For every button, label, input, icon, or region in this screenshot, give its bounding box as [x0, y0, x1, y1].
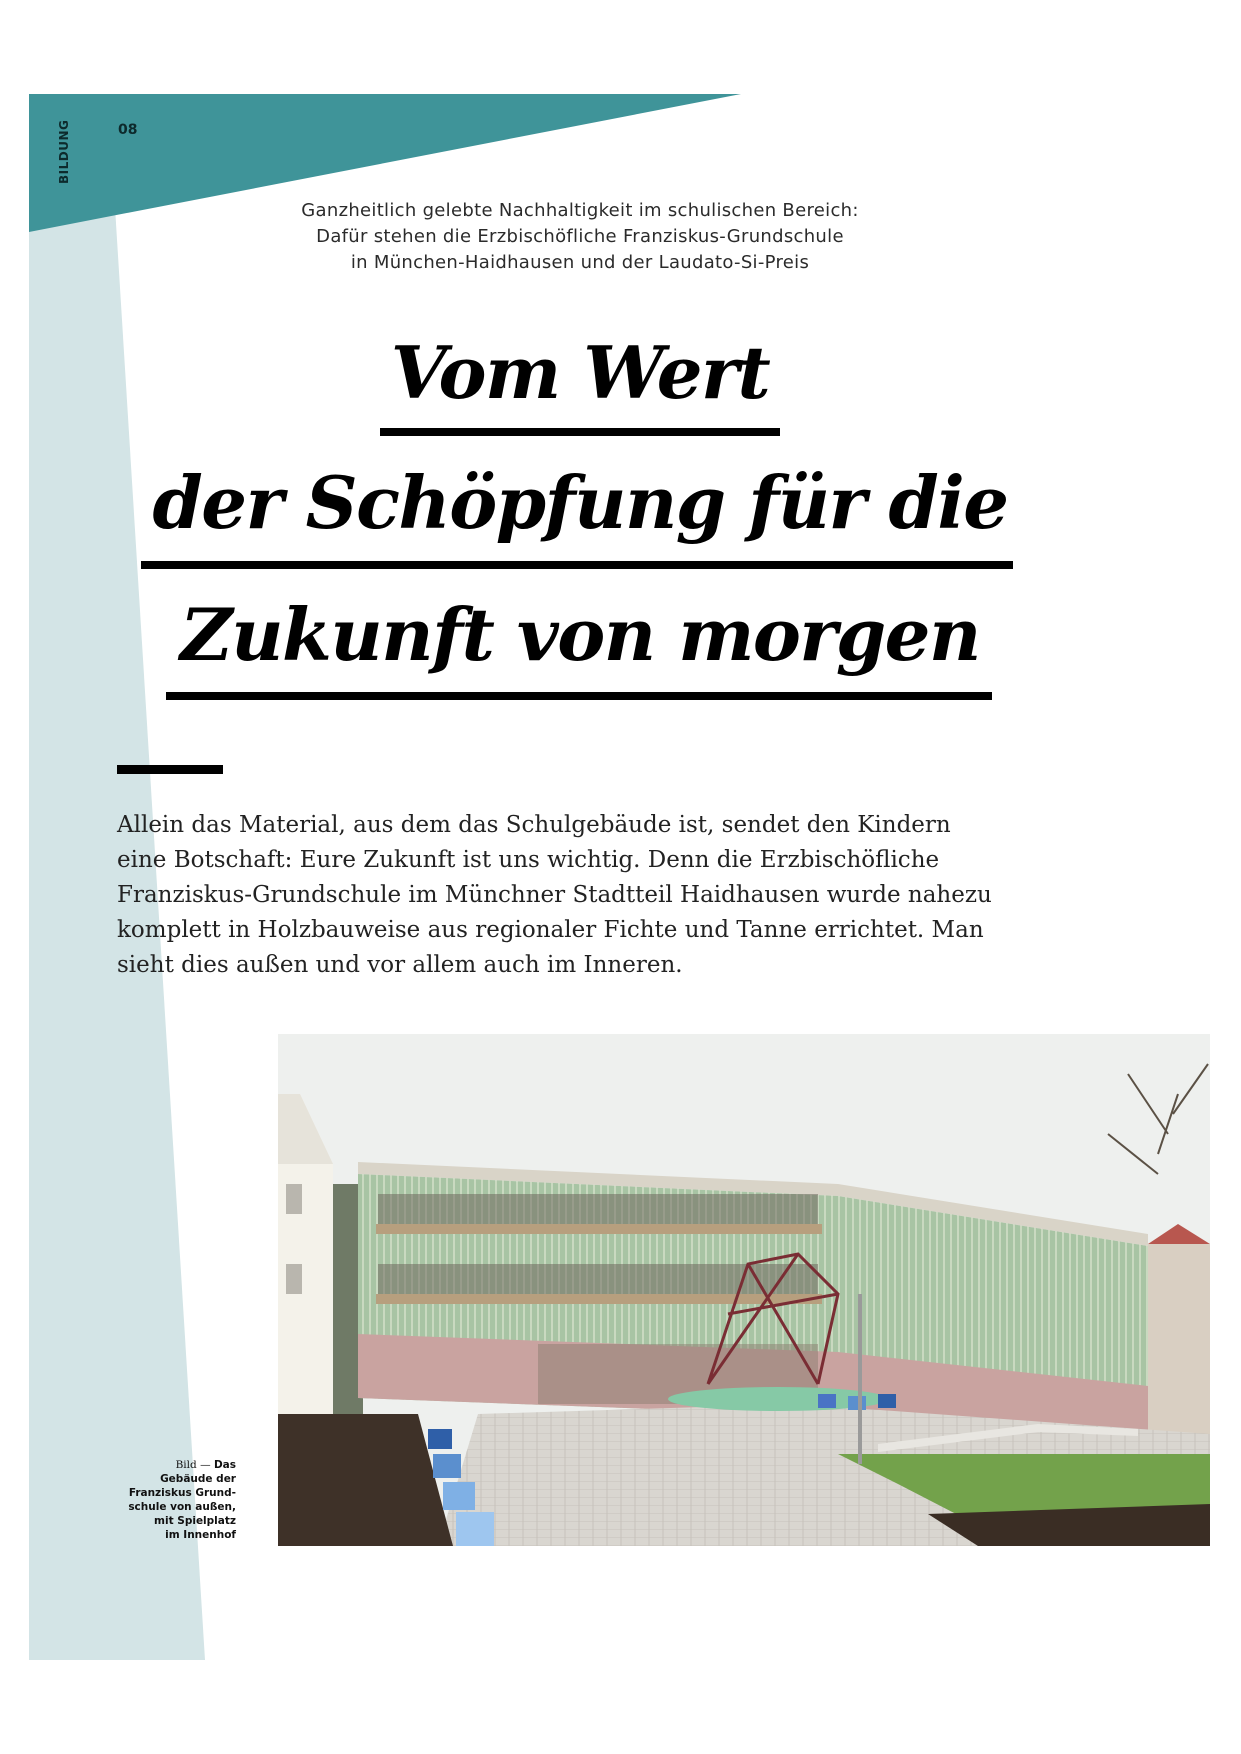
intro-line: sieht dies außen und vor allem auch im Inneren.: [117, 952, 683, 978]
subtitle-line: Ganzheitlich gelebte Nachhaltigkeit im schulischen Bereich:: [301, 200, 859, 221]
intro-line: Allein das Material, aus dem das Schulgebäude ist, sendet den Kindern: [117, 812, 951, 838]
section-dash: [117, 765, 223, 774]
school-building-photo: [278, 1034, 1210, 1546]
subtitle-line: Dafür stehen die Erzbischöfliche Franziskus-Grundschule: [316, 226, 844, 247]
intro-line: Franziskus-Grundschule im Münchner Stadtteil Haidhausen wurde nahezu: [117, 882, 992, 908]
section-label: BILDUNG: [57, 119, 71, 184]
headline-rule-2: [141, 561, 1013, 569]
caption-lead: Bild —: [175, 1459, 211, 1471]
headline-rule-1: [380, 428, 780, 436]
page-number: 08: [118, 122, 138, 138]
photo-caption: [106, 1458, 236, 1542]
subtitle: [230, 198, 930, 276]
headline-line-1: Vom Wert: [390, 330, 770, 415]
caption-line: mit Spielplatz: [154, 1515, 236, 1527]
caption-line: Gebäude der: [160, 1473, 236, 1485]
caption-line: Franziskus Grund-: [128, 1487, 236, 1499]
caption-line: Das: [213, 1459, 236, 1471]
intro-paragraph: [117, 808, 1057, 983]
subtitle-line: in München-Haidhausen und der Laudato-Si-Preis: [350, 252, 810, 273]
intro-line: eine Botschaft: Eure Zukunft ist uns wichtig. Denn die Erzbischöfliche: [117, 847, 940, 873]
caption-line: schule von außen,: [128, 1501, 236, 1513]
headline-rule-3: [166, 692, 992, 700]
headline-line-2: der Schöpfung für die: [152, 460, 1008, 545]
intro-line: komplett in Holzbauweise aus regionaler Fichte und Tanne errichtet. Man: [117, 917, 984, 943]
headline-line-3: Zukunft von morgen: [180, 592, 980, 677]
caption-line: im Innenhof: [165, 1529, 236, 1541]
